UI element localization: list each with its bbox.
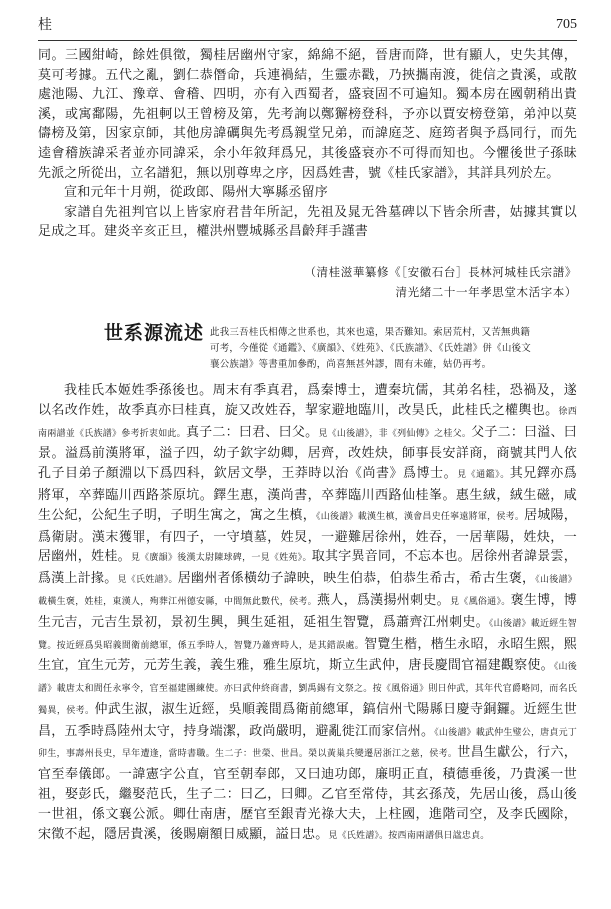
section-description [210,320,531,373]
body-text-segment: 取其字異音同，不忘本也。居徐州者諱景雲，爲漢上計掾。 [38,549,577,587]
inline-annotation: 見《山後譜》，非《列仙傳》之桂父。 [318,428,472,439]
page-header [38,14,577,36]
body-text-segment: 居幽州者係橫幼子諱映，映生伯恭，伯恭生希古，希古生褒， [177,571,536,587]
section-heading [38,320,577,373]
source-citation [38,262,577,302]
section-description-line-3: 襄公族譜》等書重加參酌，尚喜無甚舛謬，間有未確，姑仍再考。 [210,358,492,370]
inline-annotation: 生二子：世榮、世昌。榮以黃巢兵變遷居浙江之慈，侯考。 [215,749,458,760]
body-text-segment: 其兄鐸亦爲將軍，卒葬臨川西路茶原坑。鐸生惠，漢尚書，卒葬臨川西路仙桂峯。惠生絨，絨生磁，咸生公紀，公紀生子明，子明生寓之，寓之生槙， [38,466,577,523]
preface-paragraph-2: 家譜自先祖判官以上皆家府君昔年所記，先祖及晁无咎墓碑以下皆余所書，姑據其實以足成之耳。建炎辛亥正旦，權洪州豐城縣丞昌齡拜手謹書 [38,204,577,240]
section-description-line-2: 可考，今僅從《通鑑》、《廣韻》、《姓苑》、《氏族譜》、《氏姓譜》併《山後文 [210,342,531,354]
body-text-segment: 我桂氏本姬姓季孫後也。周末有季真君，爲秦博士，遭秦坑儒，其弟名桂，恐禍及，遂以名改作姓，故季真亦曰桂真，旋又改姓吞，挈家避地臨川，改昊氏，此桂氏之權輿也。 [38,382,577,418]
body-text-segment: 褒生博，博生元吉，元吉生景初，景初生興，興生延祖，延祖生智覽，爲蕭齊江州刺史。 [38,592,577,630]
section-title: 世系源流述 [104,321,205,344]
preface-date-line: 宣和元年十月朔，從政郎、陽州大寧縣丞留序 [64,185,329,201]
inline-annotation: 《山後譜》載漢生槙，漢會昌史任寧遠將軍，侯考。 [316,511,525,522]
inline-annotation: 《山後譜》載武仲生璧公，唐貞元丁卯生，事壽州長史，早年遭逢，當時書職。 [38,727,577,760]
body-text-segment: 世昌生獻公，行六，官至奉儀郎。一諱憲字公直，官至朝奉郎，又曰迪功郎，廉明正直，積德垂後，乃貴溪一世祖，娶彭氏，繼娶范氏，生子二：曰乙，曰卿。乙官至常侍，其玄孫茂，先居山後，爲山後一世祖，係文襄公派。卿仕南唐，歷官至銀青光祿大夫，上柱國，進階司空，及李氏國除，宋徵不起，隱居貴溪，後賜廟額日威顯，謚日忠。 [38,745,577,842]
inline-annotation: 《山後譜》載近經生智覽。按近經爲吳昭義間衛前總軍，係五季時人，智覽乃蕭齊時人，是其錯誤處。 [38,618,577,651]
inline-annotation: 見《風俗通》。 [449,596,511,607]
source-citation-line-2: 清光緒二十一年孝思堂木活字本） [395,284,577,299]
body-text-segment: 仲武生淑，淑生近經，吳順義間爲衛前總軍，鎬信州弋陽縣日慶寺銅鑼。近經生世昌，五季時爲陸州太守，持身端潔，政尚嚴明，避亂徙江而家信州。 [38,701,578,739]
body-text-segment: 燕人，爲漢揚州刺史。 [316,592,450,608]
inline-annotation: 《山後譜》載唐太和間任永寧令，官至福建團練使。亦曰武仲終商書，劉禹錫有文祭之。按《風俗通》則日仲武，其年代官爵略同，而名氏獨異，侯考。 [38,662,577,716]
body-text-segment: 智覽生楷，楷生永昭，永昭生熙，熙生宜，宜生元芳，元芳生義，義生雅，雅生原坑，斯立生武仲，唐長慶間官福建觀察使。 [38,636,577,674]
preface-paragraph-1: 同。三國紺崎，餘姓俱徵，獨桂居幽州守家，綿綿不絕，晉唐而降，世有顯人，史失其傳，莫可考據。五代之亂，劉仁恭僭命，兵連禍結，生靈赤戳，乃挾攜南渡，徙信之貴溪，或散處池陽、九江、豫章、會稽、四明，亦有入西蜀者，盛衰固不可遍知。獨本房在國朝稍出貴溪，或寓鄱陽，先祖軻以王曾榜及第，先考詢以鄭獬榜登科，予亦以賈安榜登第，弟沖以莫儔榜及第，因家京師，其他房諱礪與先考爲親堂兄弟，而諱庭芝、庭筠者與予爲同行，而先逵會稽族諱采者並亦同諱采，余小年敘拜爲兄，其後盛衰亦不可得而知也。今懼後世子孫昧先派之所從出，立名譜犯，無以別尊卑之序，因爲姓書，號《桂氏家譜》，其詳具列於左。 [38,48,577,181]
page-content [38,46,577,846]
header-rule [38,40,577,41]
inline-annotation: 見《氏姓譜》。 [117,575,178,586]
running-head-surname: 桂 [38,17,52,33]
inline-annotation: 徐西南兩譜並《氏族譜》參考折衷如此。 [38,406,577,439]
page-number: 705 [556,17,577,32]
inline-annotation: 見《氏姓譜》。按西南兩譜俱日諡忠貞。 [328,830,490,841]
inline-annotation: 《山後譜》載橫生褒，姓桂，東漢人，殉葬江州德安縣，中間無此數代，侯考。 [38,575,577,607]
section-description-line-1: 此我三吾桂氏相傳之世系也，其來也遠，果否難知。索居荒村，又苦無典籍 [210,326,531,338]
body-text-segment: 父子二：曰溢、曰景。溢爲前漢將軍，溢子四，幼子欽字幼卿，居齊，改姓炔，師事長安詳商，商號其門人依孔子目弟子顏淵以下爲四科，欽居文學，王莽時以治《尚書》爲博士。 [38,424,577,482]
inline-annotation: 見《通鑑》。 [457,470,510,481]
body-text-segment: 真子二：曰君、曰父。 [185,424,319,440]
inline-annotation: 見《廣韻》後漢太尉陳球碑，一見《姓苑》。 [130,553,312,564]
source-citation-line-1: （清桂滋華纂修《［安徽石台］長林河城桂氏宗譜》 [304,264,577,279]
body-text-segment: 居城陽，爲衛尉。漢末獲罪，有四子，一守墳墓，姓炅，一避難居徐州，姓吞，一居華陽，姓炔，一居幽州，姓桂。 [38,507,577,565]
lineage-body-text [38,381,577,847]
